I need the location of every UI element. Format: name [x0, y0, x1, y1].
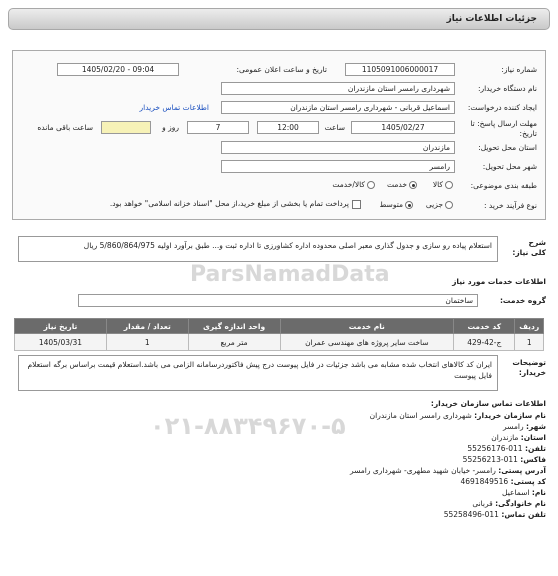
service-group-field: ساختمان [78, 294, 478, 307]
service-group-label: گروه خدمت: [499, 296, 546, 305]
watermark-phone: ۰۲۱-۸۸۳۴۹۶۷۰-۵ [150, 412, 346, 440]
column-header: ردیف [515, 319, 544, 334]
need-number-field: 1105091006000017 [345, 63, 455, 76]
table-cell: 1 [515, 334, 544, 351]
buyer-name-field: شهرداری رامسر استان مازندران [221, 82, 455, 95]
column-header: کد خدمت [454, 319, 515, 334]
category-option-goods[interactable]: کالا [433, 180, 453, 189]
contact-line: نام سازمان خریدار: شهرداری رامسر استان مازندران [369, 411, 546, 420]
deadline-label: مهلت ارسال پاسخ: تا تاریخ: [470, 119, 537, 138]
category-option-goods-service[interactable]: کالا/خدمت [332, 180, 375, 189]
summary-text: استعلام پیاده رو سازی و جدول گذاری معبر اصلی محدوده اداره کشاورزی تا اداره ثبت و... طبق برآورد اولیه 5/860/864/975 ریال [18, 236, 498, 262]
radio-icon [445, 181, 453, 189]
table-header-row [15, 319, 544, 334]
remaining-days-field: 7 [187, 121, 249, 134]
page-title: جزئیات اطلاعات نیاز [446, 14, 537, 24]
request-creator-field: اسماعیل قربانی - شهرداری رامسر استان مازندران [221, 101, 455, 114]
buyer-contact-link[interactable]: اطلاعات تماس خریدار [139, 103, 209, 112]
deadline-hour-label: ساعت [324, 123, 345, 132]
process-option-medium[interactable]: متوسط [379, 200, 413, 209]
table-cell: متر مربع [188, 334, 280, 351]
contact-title: اطلاعات تماس سازمان خریدار: [430, 399, 546, 408]
contact-line: شهر: رامسر [503, 422, 546, 431]
contact-line: آدرس پستی: رامسر- خیابان شهید مطهری- شهرداری رامسر [349, 466, 546, 475]
contact-line: نام خانوادگی: قربانی [472, 499, 546, 508]
process-option-partial[interactable]: جزیی [426, 200, 453, 209]
delivery-city-field: رامسر [221, 160, 455, 173]
deadline-date-field: 1405/02/27 [351, 121, 455, 134]
checkbox-icon [352, 200, 361, 209]
process-type-label: نوع فرآیند خرید : [483, 201, 537, 210]
contact-line: نام: اسماعیل [502, 488, 546, 497]
services-section-title: اطلاعات خدمات مورد نیاز [452, 277, 546, 286]
table-row [15, 334, 544, 351]
need-number-label: شماره نیاز: [501, 65, 537, 74]
column-header: نام خدمت [280, 319, 454, 334]
days-label: روز و [162, 123, 179, 132]
column-header: تعداد / مقدار [106, 319, 188, 334]
announce-date-label: تاریخ و ساعت اعلان عمومی: [236, 65, 327, 74]
contact-line: کد پستی: 4691849516 [460, 477, 546, 486]
buyer-notes-text: ایران کد کالاهای انتخاب شده مشابه می باشد جزئیات در فایل پیوست درج پیش فاکتوردرسامانه الزامی می باشد.استعلام قیمت براساس برگه استعلام فایل پیوست [18, 355, 498, 391]
delivery-province-field: مازندران [221, 141, 455, 154]
table-cell: ساخت سایر پروژه های مهندسی عمران [280, 334, 454, 351]
remaining-hours-label: ساعت باقی مانده [37, 123, 93, 132]
request-creator-label: ایجاد کننده درخواست: [467, 103, 537, 112]
treasury-payment-checkbox[interactable]: پرداخت تمام یا بخشی از مبلغ خرید،از محل "اسناد خزانه اسلامی" خواهد بود. [110, 199, 361, 209]
contact-line: تلفن: 011-55256176 [467, 444, 546, 453]
page-header [8, 8, 550, 30]
category-option-service[interactable]: خدمت [387, 180, 417, 189]
buyer-notes-label: توضیحات خریدار: [512, 358, 546, 377]
watermark-brand: ParsNamadData [190, 262, 390, 287]
table-cell: 1 [106, 334, 188, 351]
request-info-panel [12, 50, 546, 220]
delivery-city-label: شهر محل تحویل: [482, 162, 537, 171]
radio-selected-icon [409, 181, 417, 189]
column-header: تاریخ نیاز [15, 319, 107, 334]
contact-line: فاکس: 011-55256213 [462, 455, 546, 464]
contact-line: تلفن تماس: 011-55258496 [443, 510, 546, 519]
contact-line: استان: مازندران [491, 433, 546, 442]
category-label: طبقه بندی موضوعی: [470, 181, 537, 190]
summary-label: شرح کلی نیاز: [512, 238, 546, 257]
table-cell: 1405/03/31 [15, 334, 107, 351]
table-cell: ج-42-429 [454, 334, 515, 351]
radio-selected-icon [405, 201, 413, 209]
radio-icon [445, 201, 453, 209]
announce-date-field: 1405/02/20 - 09:04 [57, 63, 179, 76]
delivery-province-label: استان محل تحویل: [478, 143, 537, 152]
column-header: واحد اندازه گیری [188, 319, 280, 334]
services-table [14, 318, 544, 351]
radio-icon [367, 181, 375, 189]
buyer-name-label: نام دستگاه خریدار: [477, 84, 537, 93]
remaining-hours-field [101, 121, 151, 134]
deadline-time-field: 12:00 [257, 121, 319, 134]
